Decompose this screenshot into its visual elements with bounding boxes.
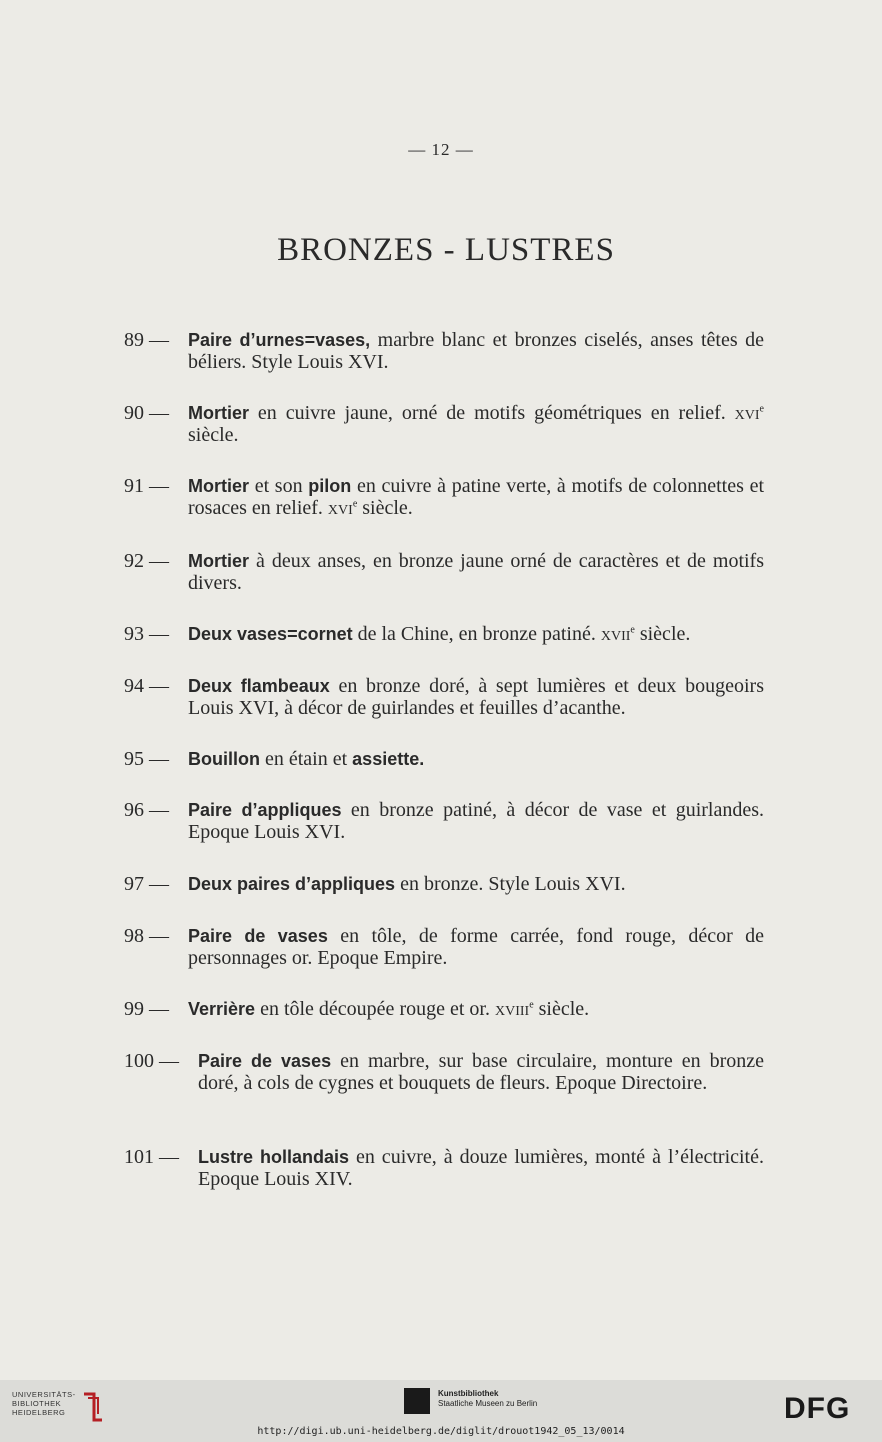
page-number: — 12 —: [408, 140, 474, 159]
catalog-entry: 97 — Deux paires d’appliques en bronze. Style Louis XVI.: [124, 873, 626, 895]
catalog-entry: 92 — Mortier à deux anses, en bronze jaune orné de caractères et de motifs divers.: [124, 550, 764, 594]
catalog-entry: 95 — Bouillon en étain et assiette.: [124, 748, 425, 770]
catalog-entry: 101 — Lustre hollandais en cuivre, à douze lumières, monté à l’électricité. Epoque Louis XIV.: [124, 1146, 764, 1190]
page-title: BRONZES - LUSTRES: [277, 232, 615, 268]
catalog-entry: 96 — Paire d’appliques en bronze patiné, à décor de vase et guirlandes. Epoque Louis XVI.: [124, 799, 765, 843]
ub-heidelberg-logo-text[interactable]: UNIVERSITÄTS- BIBLIOTHEK HEIDELBERG: [12, 1390, 76, 1417]
kunstbibliothek-icon: [404, 1388, 430, 1414]
catalog-entry: 99 — Verrière en tôle découpée rouge et or. xviii$^e$ siècle.: [124, 998, 590, 1020]
catalog-entry: 90 — Mortier en cuivre jaune, orné de motifs géométriques en relief. xvi$^e$ siècle.: [124, 402, 764, 446]
catalog-entry: 100 — Paire de vases en marbre, sur base circulaire, monture en bronze doré, à cols de cygnes et bouquets de fleurs. Epoque Directoire.: [124, 1050, 764, 1094]
catalog-entry: 98 — Paire de vases en tôle, de forme carrée, fond rouge, décor de personnages or. Epoque Empire.: [124, 925, 764, 969]
catalog-entry: 94 — Deux flambeaux en bronze doré, à sept lumières et deux bougeoirs Louis XVI, à décor de guirlandes et feuilles d’acanthe.: [124, 675, 764, 719]
source-url[interactable]: http://digi.ub.uni-heidelberg.de/diglit/drouot1942_05_13/0014: [257, 1426, 625, 1437]
catalog-entry: 93 — Deux vases=cornet de la Chine, en bronze patiné. xvii$^e$ siècle.: [124, 623, 691, 645]
dfg-logo[interactable]: DFG: [784, 1392, 851, 1425]
kunstbibliothek-logo-text[interactable]: Kunstbibliothek Staatliche Museen zu Berlin: [438, 1389, 538, 1408]
catalog-entry: 89 — Paire d’urnes=vases, marbre blanc et bronzes ciselés, anses têtes de béliers. Style Louis XVI.: [124, 329, 764, 373]
catalog-entry: 91 — Mortier et son pilon en cuivre à patine verte, à motifs de colonnettes et rosaces en relief. xvi$^e$ siècle.: [124, 475, 765, 519]
ub-heidelberg-icon: [80, 1390, 106, 1424]
